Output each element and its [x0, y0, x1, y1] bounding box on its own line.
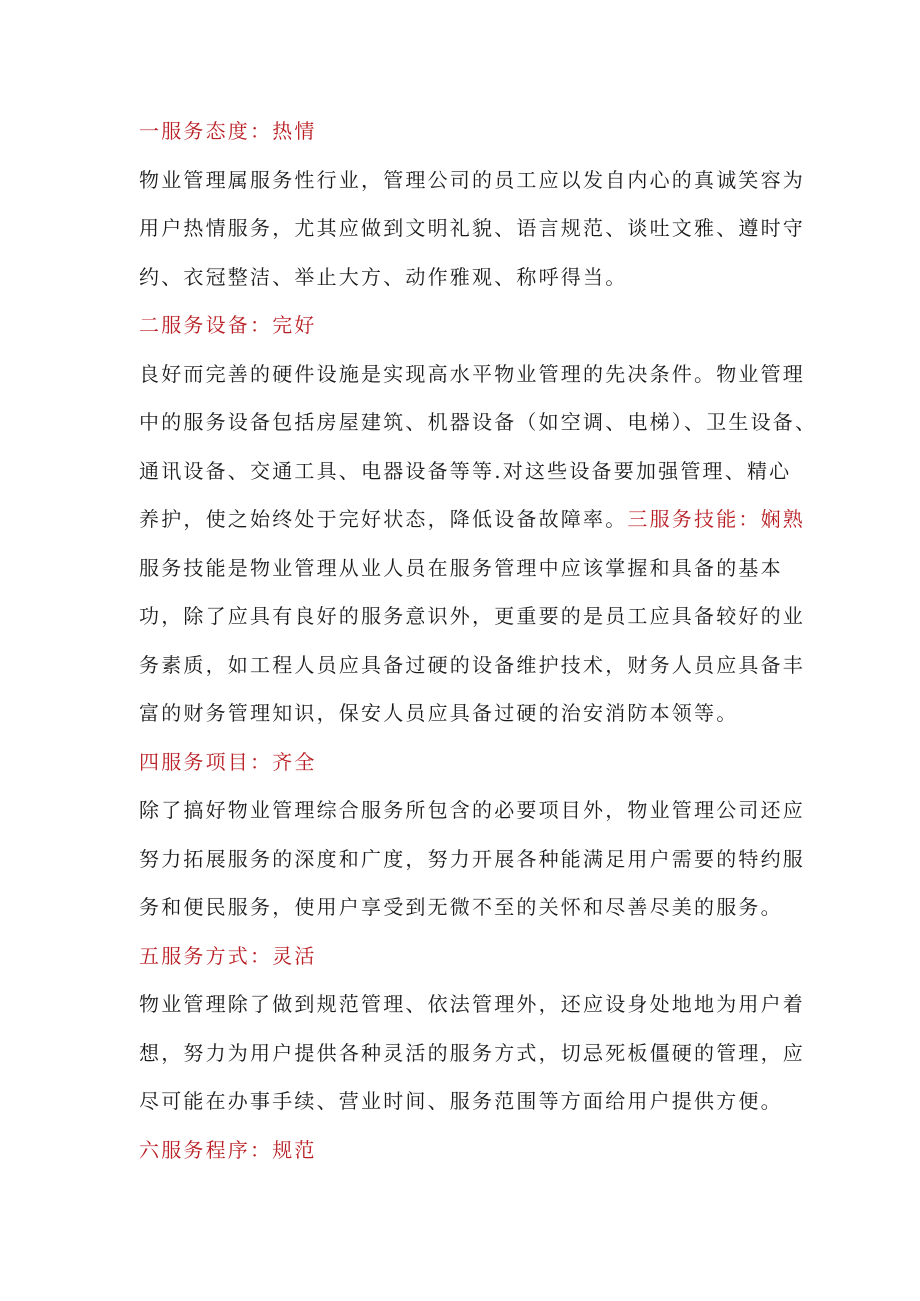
section-paragraph-methods	[139, 980, 805, 1126]
paragraph-line: 约、衣冠整洁、举止大方、动作雅观、称呼得当。	[139, 264, 628, 289]
section-heading-skills: 三服务技能：娴熟	[627, 507, 806, 531]
section-heading-procedure: 六服务程序：规范	[139, 1137, 317, 1162]
paragraph-line: 除了搞好物业管理综合服务所包含的必要项目外，物业管理公司还应	[139, 798, 805, 822]
paragraph-line: 尽可能在办事手续、营业时间、服务范围等方面给用户提供方便。	[139, 1089, 783, 1113]
section-paragraph-skills	[139, 544, 805, 738]
paragraph-line-with-heading	[139, 495, 806, 544]
paragraph-line: 良好而完善的硬件设施是实现高水平物业管理的先决条件。物业管理	[139, 361, 805, 386]
paragraph-line: 想，努力为用户提供各种灵活的服务方式，切忌死板僵硬的管理，应	[139, 1040, 805, 1065]
document-body	[139, 107, 818, 1174]
section-heading-methods: 五服务方式：灵活	[139, 943, 317, 968]
section-paragraph-equipment	[139, 350, 818, 544]
paragraph-line: 务素质，如工程人员应具备过硬的设备维护技术，财务人员应具备丰	[139, 652, 805, 677]
paragraph-line: 物业管理除了做到规范管理、依法管理外，还应设身处地地为用户着	[139, 992, 805, 1016]
paragraph-line: 服务技能是物业管理从业人员在服务管理中应该掌握和具备的基本	[139, 555, 783, 580]
paragraph-line: 养护，使之始终处于完好状态，降低设备故障率。	[139, 507, 628, 531]
paragraph-line: 用户热情服务，尤其应做到文明礼貌、语言规范、谈吐文雅、遵时守	[139, 216, 805, 240]
paragraph-line: 通讯设备、交通工具、电器设备等等.对这些设备要加强管理、精心	[139, 458, 792, 483]
paragraph-line: 努力拓展服务的深度和广度，努力开展各种能满足用户需要的特约服	[139, 846, 805, 871]
paragraph-line: 物业管理属服务性行业，管理公司的员工应以发自内心的真诚笑容为	[139, 167, 805, 192]
section-heading-attitude: 一服务态度：热情	[139, 119, 317, 143]
paragraph-line: 中的服务设备包括房屋建筑、机器设备（如空调、电梯）、卫生设备、	[139, 410, 818, 434]
section-paragraph-items	[139, 786, 805, 932]
section-heading-items: 四服务项目：齐全	[139, 749, 317, 774]
paragraph-line: 功，除了应具有良好的服务意识外，更重要的是员工应具备较好的业	[139, 604, 805, 628]
paragraph-line: 务和便民服务，使用户享受到无微不至的关怀和尽善尽美的服务。	[139, 895, 783, 919]
paragraph-line: 富的财务管理知识，保安人员应具备过硬的治安消防本领等。	[139, 701, 739, 725]
section-heading-equipment: 二服务设备：完好	[139, 313, 317, 337]
section-paragraph-attitude	[139, 156, 805, 302]
